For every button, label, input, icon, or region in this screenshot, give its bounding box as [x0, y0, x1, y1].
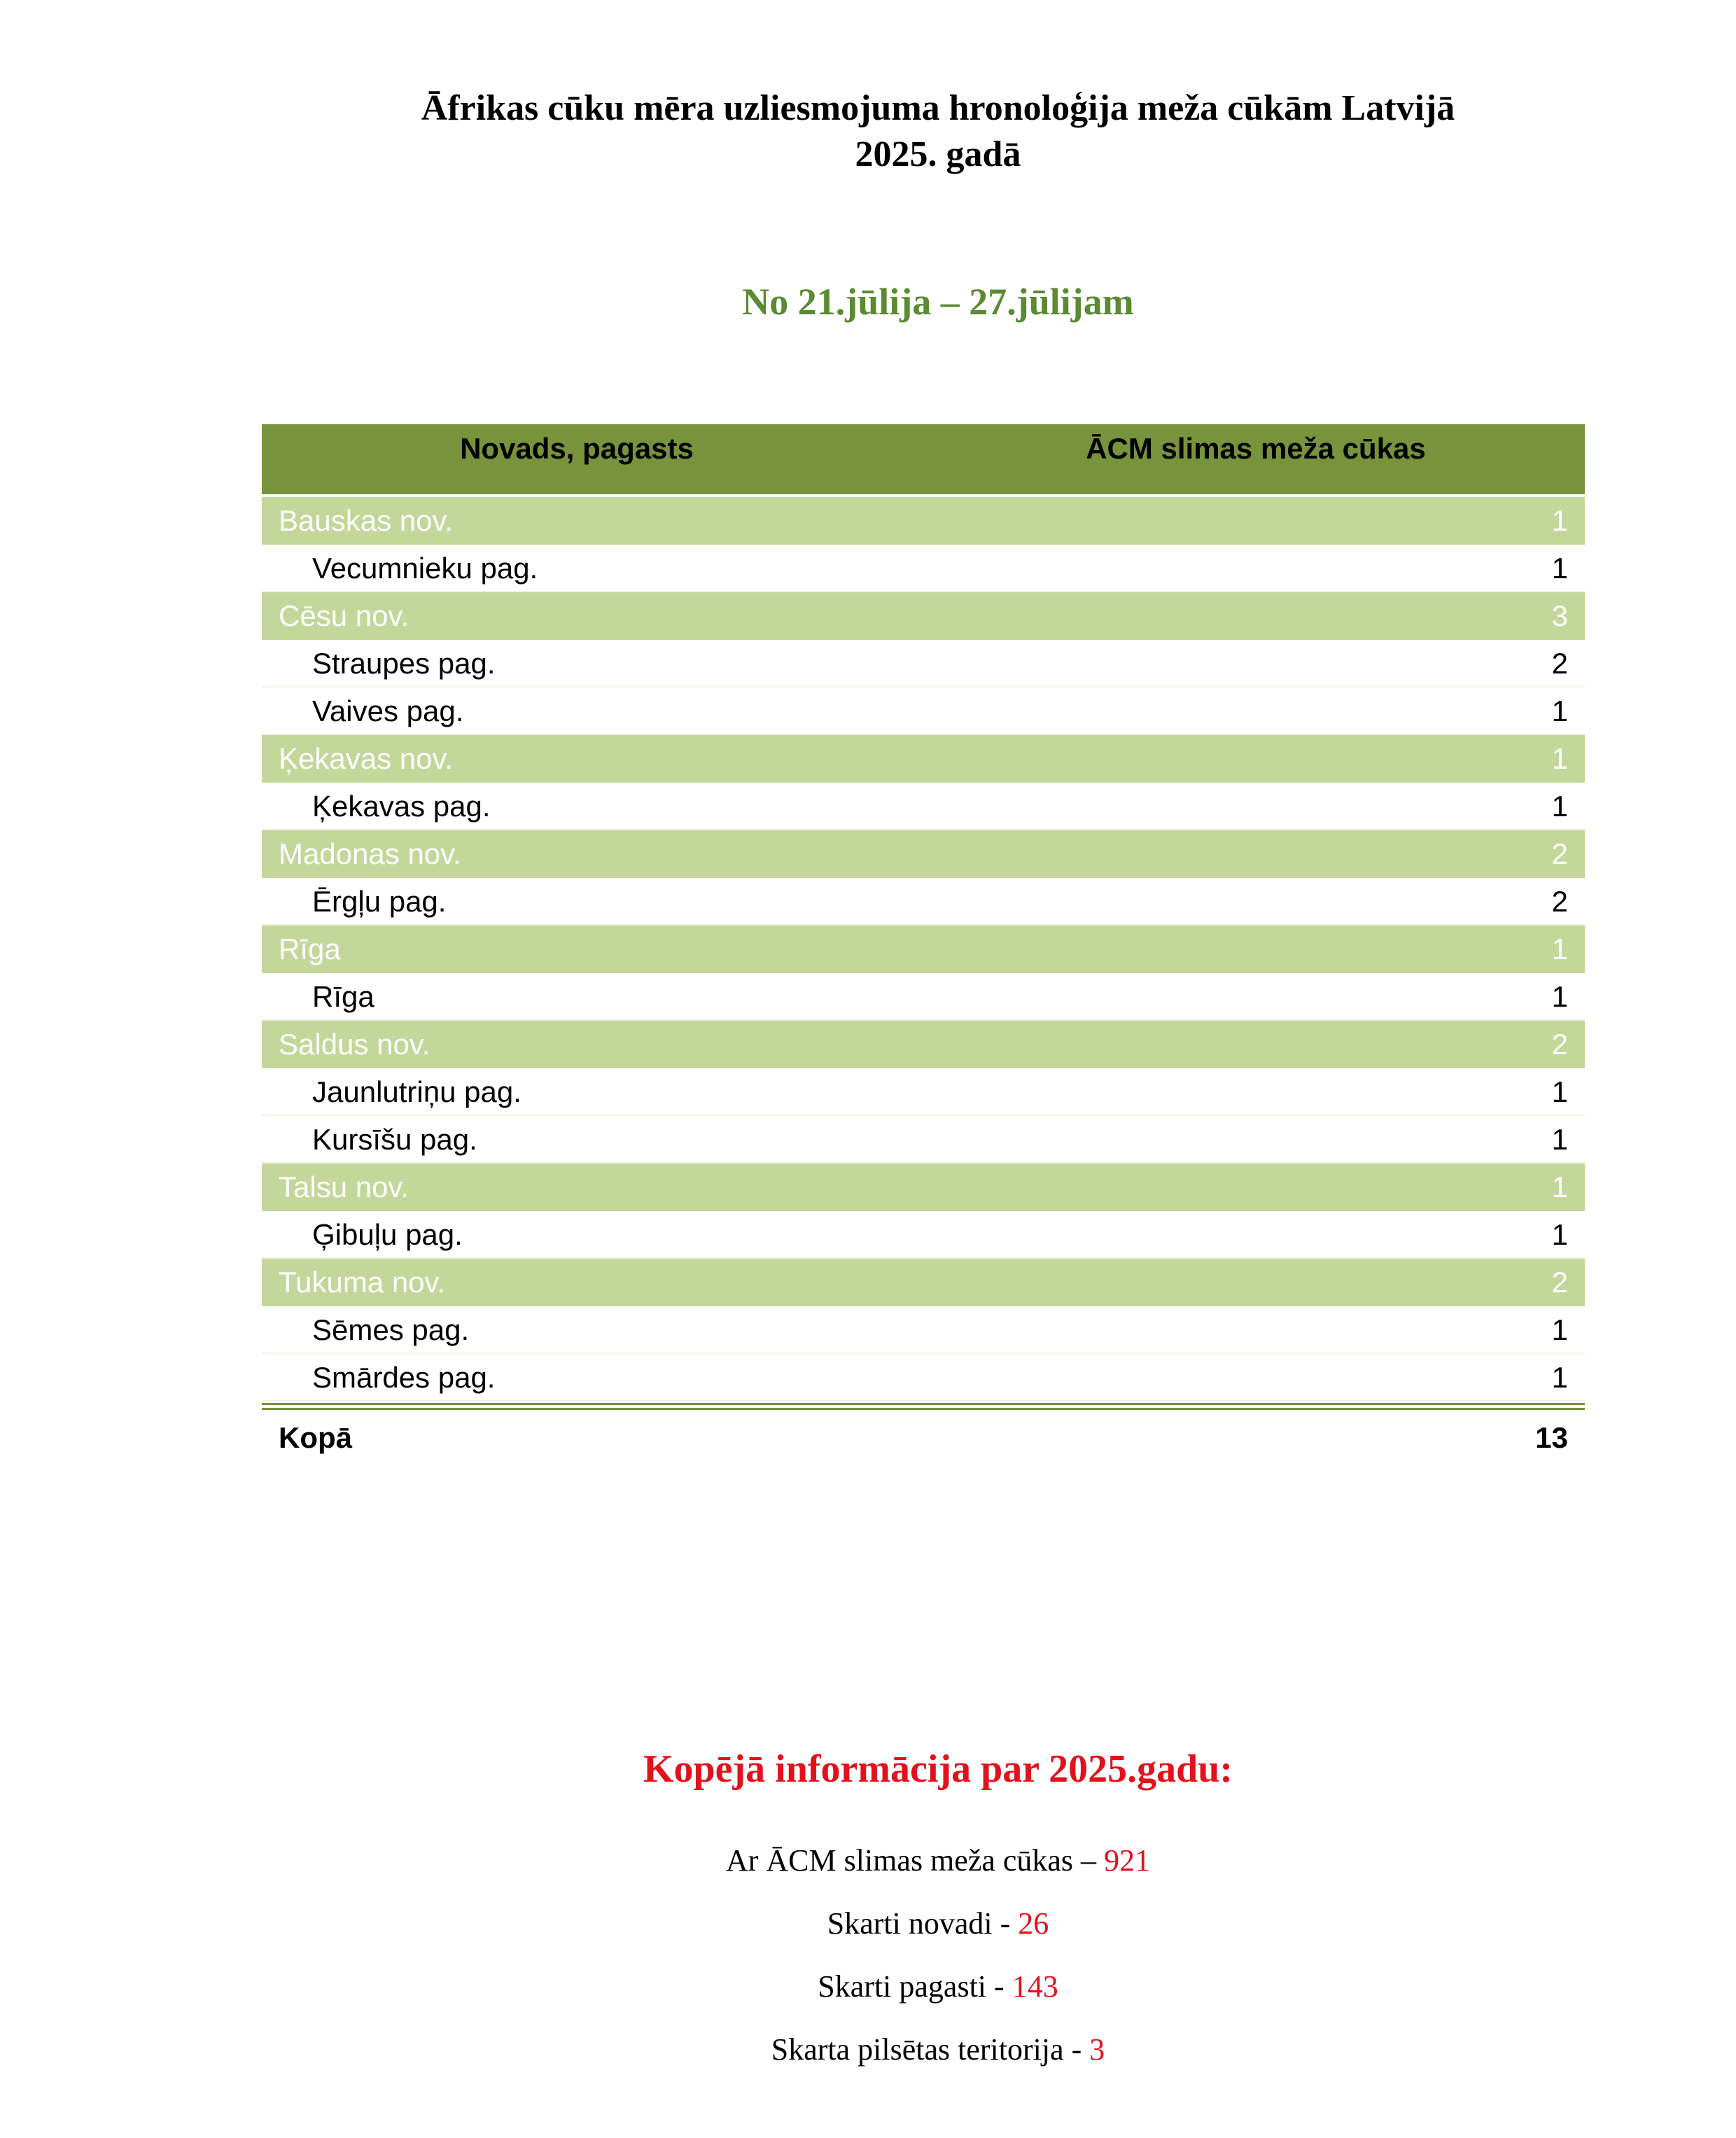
- summary-value: 26: [1018, 1906, 1049, 1941]
- header-region: Novads, pagasts: [460, 432, 694, 465]
- region-row: [262, 1021, 1585, 1068]
- parish-row: [262, 1068, 1585, 1116]
- parish-name: Rīga: [312, 980, 374, 1013]
- summary-label: Skarta pilsētas teritorija -: [771, 2032, 1090, 2067]
- parish-row: [262, 1354, 1585, 1402]
- parish-name: Kursīšu pag.: [312, 1123, 477, 1156]
- parish-name: Jaunlutriņu pag.: [312, 1075, 522, 1108]
- summary-line-sick-boars: [0, 1840, 1736, 1882]
- parish-name: Straupes pag.: [312, 647, 496, 680]
- outbreak-table: [262, 424, 1585, 1466]
- region-name: Rīga: [279, 932, 341, 965]
- case-count: 3: [1551, 599, 1568, 632]
- parish-row: [262, 545, 1585, 592]
- case-count: 1: [1551, 1171, 1568, 1203]
- case-count: 2: [1551, 1028, 1568, 1061]
- parish-name: Ģibuļu pag.: [312, 1218, 463, 1251]
- summary-line-city: [0, 2029, 1736, 2071]
- region-name: Ķekavas nov.: [279, 742, 454, 775]
- parish-name: Smārdes pag.: [312, 1361, 496, 1394]
- case-count: 1: [1551, 552, 1568, 585]
- summary-label: Skarti pagasti -: [818, 1969, 1012, 2004]
- summary-title: Kopējā informācija par 2025.gadu:: [643, 1747, 1233, 1791]
- total-label: Kopā: [279, 1421, 352, 1454]
- case-count: 1: [1551, 742, 1568, 775]
- summary-label: Skarti novadi -: [827, 1906, 1018, 1941]
- case-count: 2: [1551, 647, 1568, 680]
- case-count: 1: [1551, 504, 1568, 537]
- table-header: [262, 424, 1585, 497]
- parish-row: [262, 878, 1585, 925]
- summary-line-parishes: [0, 1966, 1736, 2008]
- case-count: 1: [1551, 1075, 1568, 1108]
- total-divider: [262, 1403, 1585, 1405]
- region-name: Cēsu nov.: [279, 599, 409, 632]
- case-count: 1: [1551, 1361, 1568, 1394]
- title-line-1: Āfrikas cūku mēra uzliesmojuma hronoloģija meža cūkām Latvijā: [421, 88, 1455, 128]
- parish-name: Ērgļu pag.: [312, 885, 447, 918]
- region-row: [262, 497, 1585, 545]
- parish-row: [262, 687, 1585, 735]
- region-name: Tukuma nov.: [279, 1266, 446, 1299]
- total-row: [262, 1410, 1585, 1466]
- case-count: 1: [1551, 980, 1568, 1013]
- case-count: 2: [1551, 1266, 1568, 1299]
- title-line-2: 2025. gadā: [855, 134, 1021, 174]
- case-count: 1: [1551, 1313, 1568, 1346]
- parish-name: Vaives pag.: [312, 694, 464, 727]
- region-name: Madonas nov.: [279, 837, 461, 870]
- region-row: [262, 735, 1585, 783]
- case-count: 2: [1551, 837, 1568, 870]
- region-name: Bauskas nov.: [279, 504, 454, 537]
- region-row: [262, 1259, 1585, 1306]
- case-count: 2: [1551, 885, 1568, 918]
- total-value: 13: [1535, 1421, 1568, 1454]
- summary-value: 143: [1011, 1969, 1058, 2004]
- parish-row: [262, 973, 1585, 1021]
- parish-row: [262, 1306, 1585, 1354]
- parish-row: [262, 783, 1585, 830]
- parish-name: Vecumnieku pag.: [312, 552, 538, 585]
- summary-line-regions: [0, 1903, 1736, 1945]
- table-body: [262, 497, 1585, 1402]
- case-count: 1: [1551, 790, 1568, 823]
- parish-name: Ķekavas pag.: [312, 790, 491, 823]
- summary-value: 921: [1104, 1843, 1151, 1878]
- region-row: [262, 925, 1585, 973]
- parish-name: Sēmes pag.: [312, 1313, 470, 1346]
- summary-label: Ar ĀCM slimas meža cūkas –: [725, 1843, 1105, 1878]
- parish-row: [262, 640, 1585, 687]
- case-count: 1: [1551, 1218, 1568, 1251]
- parish-row: [262, 1211, 1585, 1259]
- region-row: [262, 1164, 1585, 1211]
- case-count: 1: [1551, 932, 1568, 965]
- region-row: [262, 830, 1585, 878]
- region-row: [262, 592, 1585, 640]
- region-name: Talsu nov.: [279, 1171, 409, 1203]
- region-name: Saldus nov.: [279, 1028, 430, 1061]
- period-subtitle: No 21.jūlija – 27.jūlijam: [742, 281, 1134, 323]
- document-title: [0, 85, 1736, 178]
- header-count: ĀCM slimas meža cūkas: [1086, 432, 1426, 465]
- case-count: 1: [1551, 1123, 1568, 1156]
- case-count: 1: [1551, 694, 1568, 727]
- summary-value: 3: [1089, 2032, 1105, 2067]
- parish-row: [262, 1116, 1585, 1164]
